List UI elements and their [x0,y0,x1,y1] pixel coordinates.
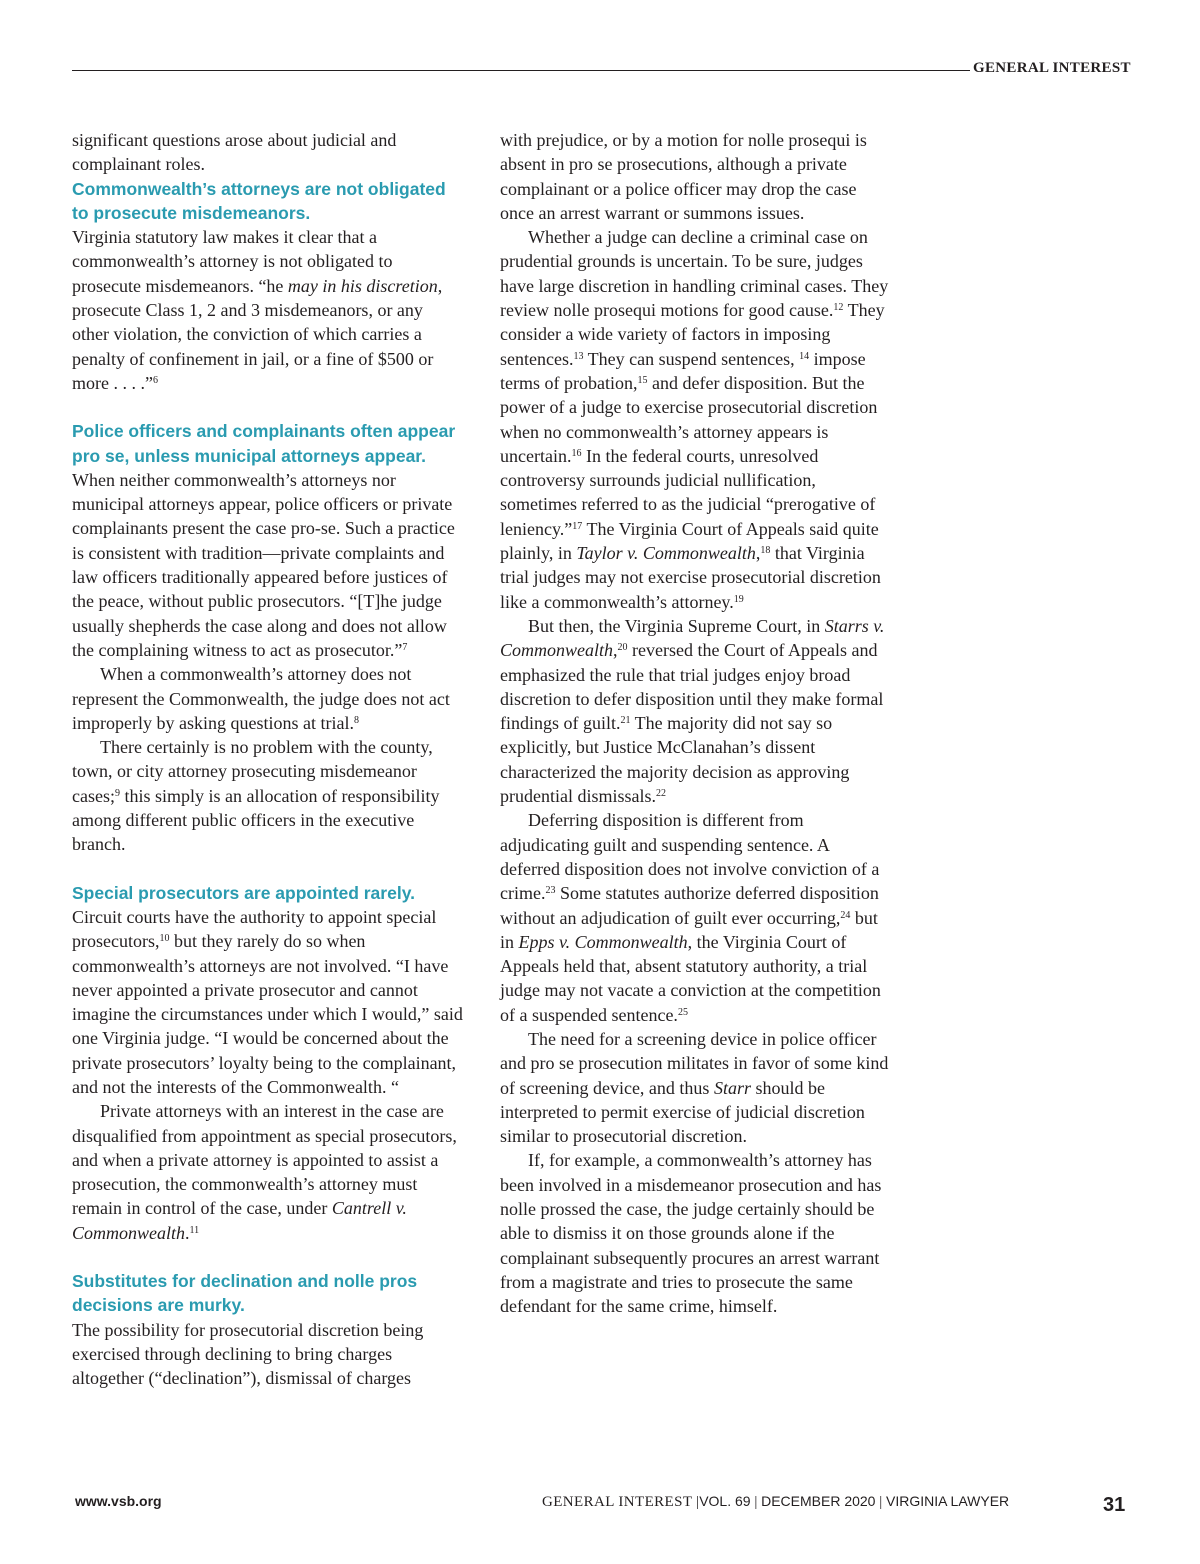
paragraph: There certainly is no problem with the county, town, or city attorney prosecuting misdemeanor cases;$^9$ this simply is an allocation of responsibility among different public officers in the executive branch. [72,737,440,855]
footer-date: DECEMBER 2020 [761,1493,876,1509]
section-heading: Commonwealth’s attorneys are not obligated to prosecute misdemeanors. [72,178,446,223]
paragraph: But then, the Virginia Supreme Court, in Starrs v. Commonwealth,$^{20}$ reversed the Court of Appeals and emphasized the rule that trial judges enjoy broad discretion to defer disposition until they make formal findings of guilt.$^{21}$ The majority did not say so explicitly, but Justice McClanahan’s dissent characterized the majority decision as approving prudential dismissals.$^{22}$ [500,615,885,807]
footer-publication: VIRGINIA LAWYER [885,1493,1010,1509]
footnote-ref: 16 [571,447,582,459]
footer-url[interactable]: www.vsb.org [75,1493,162,1509]
section-heading: Special prosecutors are appointed rarely. [72,882,415,903]
footnote-ref: 25 [677,1006,688,1018]
paragraph: When neither commonwealth’s attorneys nor municipal attorneys appear, police officers or private complainants present the case pro-se. Such a practice is consistent with tradition—private complaints and law officers traditionally appeared before justices of the peace, without public prosecutors. “[T]he judge usually shepherds the case along and does not allow the complaining witness to act as prosecutor.”$^7$ [72,469,455,660]
footnote-ref: 20 [617,642,628,654]
footnote-ref: 9 [114,787,120,799]
paragraph: Whether a judge can decline a criminal case on prudential grounds is uncertain. To be sure, judges have large discretion in handling criminal cases. They review nolle prosequi motions for good cause.$^{12}$ They consider a wide variety of factors in imposing sentences.$^{13}$ They can suspend sentences, $^{14}$ impose terms of probation,$^{15}$ and defer disposition. But the power of a judge to exercise prosecutorial discretion when no commonwealth’s attorney appears is uncertain.$^{16}$ In the federal courts, unresolved controversy surrounds judicial nullification, sometimes referred to as the judicial “prerogative of leniency.”$^{17}$ The Virginia Court of Appeals said quite plainly, in Taylor v. Commonwealth,$^{18}$ that Virginia trial judges may not exercise prosecutorial discretion like a commonwealth’s attorney.$^{19}$ [500,227,889,612]
paragraph: Circuit courts have the authority to appoint special prosecutors,$^{10}$ but they rarely do so when commonwealth’s attorneys are not involved. “I have never appointed a private prosecutor and cannot imagine the circumstances under which I would,” said one Virginia judge. “I would be concerned about the private prosecutors’ loyalty being to the complainant, and not the interests of the Commonwealth. “ [72,906,463,1097]
footnote-ref: 19 [733,593,744,605]
footnote-ref: 17 [572,520,583,532]
footer-separator: | [750,1494,762,1510]
footnote-ref: 6 [152,374,158,386]
paragraph: Deferring disposition is different from adjudicating guilt and suspending sentence. A deferred disposition does not involve conviction of a crime.$^{23}$ Some statutes authorize deferred disposition without an adjudication of guilt ever occurring,$^{24}$ but in Epps v. Commonwealth, the Virginia Court of Appeals held that, absent statutory authority, a trial judge may not vacate a conviction at the competition of a suspended sentence.$^{25}$ [500,810,881,1025]
footnote-ref: 13 [573,350,584,362]
section-heading: Substitutes for declination and nolle pros decisions are murky. [72,1271,418,1316]
footer-separator: | [875,1494,886,1510]
paragraph: with prejudice, or by a motion for nolle prosequi is absent in pro se prosecutions, although a private complainant or a police officer may drop the case once an arrest warrant or summons issues. [500,130,867,223]
right-column [500,128,890,1319]
footer-section: GENERAL INTEREST [542,1494,693,1510]
footnote-ref: 7 [402,641,408,653]
footnote-ref: 22 [656,788,666,800]
footnote-ref: 14 [799,350,810,362]
paragraph: The need for a screening device in police officer and pro se prosecution militates in favor of some kind of screening device, and thus Starr should be interpreted to permit exercise of judicial discretion similar to prosecutorial discretion. [500,1028,889,1147]
footnote-ref: 10 [159,933,170,945]
paragraph: When a commonwealth’s attorney does not represent the Commonwealth, the judge does not act improperly by asking questions at trial.$^8$ [72,664,450,733]
footnote-ref: 24 [840,909,851,921]
footer-separator: | [692,1494,700,1510]
page-number: 31 [1103,1494,1126,1516]
paragraph: The possibility for prosecutorial discretion being exercised through declining to bring charges altogether (“declination”), dismissal of charges [72,1319,424,1389]
footnote-ref: 23 [545,885,556,897]
footnote-ref: 21 [620,715,631,727]
footnote-ref: 18 [760,545,771,557]
section-heading: Police officers and complainants often appear pro se, unless municipal attorneys appear. [72,421,456,466]
footer-info [542,1493,1009,1511]
footnote-ref: 12 [833,302,844,314]
footnote-ref: 8 [353,714,359,726]
paragraph: If, for example, a commonwealth’s attorney has been involved in a misdemeanor prosecution and has nolle prossed the case, the judge certainly should be able to dismiss it on those grounds alone if the complainant subsequently procures an arrest warrant from a magistrate and tries to prosecute the same defendant for the same crime, himself. [500,1150,882,1317]
paragraph: significant questions arose about judicial and complainant roles. [72,130,397,175]
header-rule [72,70,970,71]
footnote-ref: 15 [637,374,648,386]
paragraph: Virginia statutory law makes it clear that a commonwealth’s attorney is not obligated to prosecute misdemeanors. “he may in his discretion, prosecute Class 1, 2 and 3 misdemeanors, or any other violation, the conviction of which carries a penalty of confinement in jail, or a fine of $500 or more . . . .”$^6$ [72,227,443,393]
footer-volume: VOL. 69 [699,1493,751,1509]
left-column [72,128,464,1391]
running-head: GENERAL INTEREST [973,60,1131,76]
paragraph: Private attorneys with an interest in the case are disqualified from appointment as special prosecutors, and when a private attorney is appointed to assist a prosecution, the commonwealth’s attorney must remain in control of the case, under Cantrell v. Commonwealth.$^{11}$ [72,1101,457,1243]
footnote-ref: 11 [189,1224,200,1236]
